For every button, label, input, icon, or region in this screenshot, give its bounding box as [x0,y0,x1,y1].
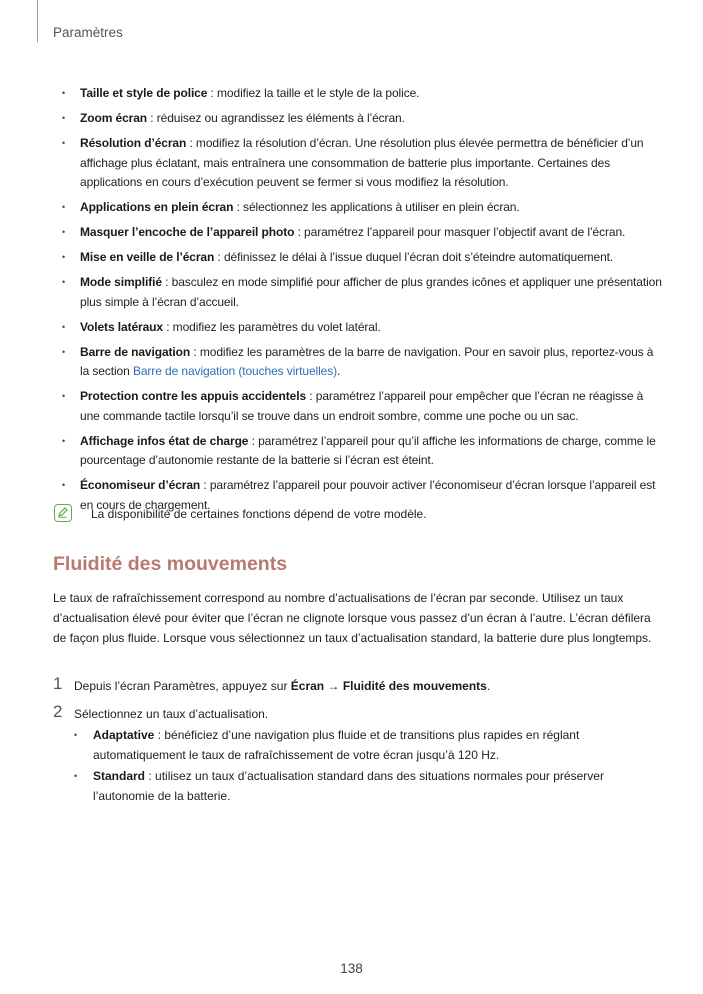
item-desc-end: . [337,364,341,378]
list-item [62,248,662,268]
header-rule [37,0,38,42]
note-text: La disponibilité de certaines fonctions dépend de votre modèle. [91,507,427,521]
list-item [62,273,662,312]
item-term: Mise en veille de l’écran [80,250,215,264]
list-item [62,343,662,382]
list-item [74,726,654,765]
list-item [62,109,662,129]
list-item [62,84,662,104]
item-term: Mode simplifié [80,275,162,289]
step-pre: Depuis l’écran Paramètres, appuyez sur [74,679,291,693]
list-item [62,134,662,193]
item-desc: : réduisez ou agrandissez les éléments à l’écran. [147,111,405,125]
page-number: 138 [340,961,363,976]
item-desc: : utilisez un taux d’actualisation standard dans des situations normales pour préserver l’autonomie de la batterie. [93,769,604,803]
item-desc: : paramétrez l’appareil pour empêcher que l’écran ne réagisse à une commande tactile lorsqu’il se trouve dans un endroit sombre, comme une poche ou un sac. [80,389,644,423]
item-desc: : paramétrez l’appareil pour pouvoir activer l’économiseur d’écran lorsque l’appareil est en cours de chargement. [80,478,656,512]
item-term: Volets latéraux [80,319,163,334]
item-term: Taille et style de police [80,86,208,100]
item-term: Applications en plein écran [80,200,234,214]
note-icon [54,504,72,522]
list-item [62,432,662,471]
step-text: Sélectionnez un taux d’actualisation. [74,707,269,721]
item-term: Standard [93,769,146,783]
list-item [62,223,662,243]
item-desc: : modifiez la résolution d’écran. Une résolution plus élevée permettra de bénéficier d’un affichage plus éclatant, mais entraînera une consommation de batterie plus importante. Certaines des applications en cours d’exécution peuvent se fermer si vous modifiez la résolution. [80,136,644,189]
page-header: Paramètres [53,25,123,40]
item-desc: : définissez le délai à l’issue duquel l’écran doit s’éteindre automatiquement. [214,250,614,264]
item-desc: : basculez en mode simplifié pour afficher de plus grandes icônes et appliquer une présentation plus simple à l’écran d’accueil. [80,275,662,309]
item-desc: : paramétrez l’appareil pour masquer l’objectif avant de l’écran. [294,225,626,239]
item-desc: : sélectionnez les applications à utiliser en plein écran. [233,200,520,214]
navigation-bar-link[interactable]: Barre de navigation (touches virtuelles) [132,364,338,378]
note-box [54,504,654,526]
item-term: Affichage infos état de charge [80,433,249,448]
item-desc: : modifiez les paramètres de la barre de navigation. Pour en savoir plus, reportez-vous à la section [80,344,654,378]
list-item [74,767,654,806]
item-desc: : modifiez la taille et le style de la police. [207,86,420,100]
item-desc: : bénéficiez d’une navigation plus fluide et de transitions plus rapides en réglant automatiquement le taux de rafraîchissement de votre écran jusqu’à 120 Hz. [93,728,580,762]
list-item [62,198,662,218]
item-term: Économiseur d’écran [80,478,201,492]
item-term: Barre de navigation [80,344,191,359]
step-post: . [486,679,491,693]
item-desc: : paramétrez l’appareil pour qu’il affiche les informations de charge, comme le pourcentage d’autonomie restante de la batterie si l’écran est éteint. [80,433,656,467]
list-item [62,387,662,426]
settings-bullet-list [62,84,662,521]
refresh-rate-options [74,726,654,808]
item-term: Protection contre les appuis accidentels [80,389,307,403]
list-item [62,318,662,338]
step-menu-fluidite: Fluidité des mouvements [342,679,487,693]
step-arrow: → [324,679,343,693]
step-number: 2 [53,702,63,721]
section-title: Fluidité des mouvements [53,553,288,575]
section-intro: Le taux de rafraîchissement correspond au nombre d’actualisations de l’écran par seconde. Utilisez un taux d’actualisation élevé pour éviter que l’écran ne clignote lorsque vous passez d’un écran à l’autre. L’écran défilera de façon plus fluide. Lorsque vous sélectionnez un taux d’actualisation standard, la batterie dure plus longtemps. [53,591,652,645]
step-menu-ecran: Écran [290,679,325,693]
step-text [74,677,490,696]
item-term: Adaptative [93,728,155,742]
item-term: Masquer l’encoche de l’appareil photo [80,225,295,239]
item-term: Zoom écran [80,111,148,125]
item-term: Résolution d’écran [80,136,187,150]
item-desc: : modifiez les paramètres du volet latéral. [162,319,381,334]
step-number: 1 [53,674,63,693]
